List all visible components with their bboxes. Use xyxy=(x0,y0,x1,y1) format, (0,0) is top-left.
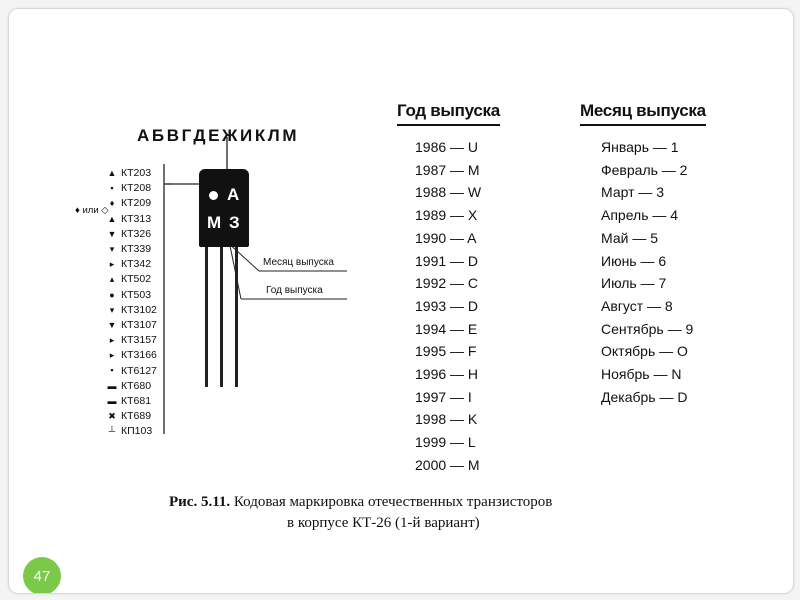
code-letters: АБВГДЕЖИКЛМ xyxy=(137,126,300,145)
type-mark-symbol: ▬ xyxy=(107,395,117,406)
type-mark-symbol: ▸ xyxy=(109,259,115,270)
month-item: Июнь — 6 xyxy=(601,252,667,269)
month-header xyxy=(580,101,706,121)
transistor-type-item: КТ339 xyxy=(121,243,152,256)
marking-row1: А xyxy=(227,185,240,204)
month-list xyxy=(601,136,693,408)
month-item: Декабрь — D xyxy=(601,388,688,405)
transistor-type-item: КТ502 xyxy=(121,273,152,286)
year-item: 1991 — D xyxy=(415,252,479,269)
type-mark-symbol: ▼ xyxy=(107,319,117,330)
or-label: ♦ или ◇ xyxy=(75,205,109,216)
month-item: Март — 3 xyxy=(601,184,665,201)
transistor-type-item: КТ203 xyxy=(121,167,152,179)
year-item: 1997 — I xyxy=(415,388,472,405)
year-item: 1996 — H xyxy=(415,366,479,383)
type-mark-symbol: ▬ xyxy=(107,380,117,391)
slide xyxy=(8,8,794,594)
transistor-type-list xyxy=(121,166,157,440)
year-item: 1990 — A xyxy=(415,229,477,246)
type-mark-symbol: ▪ xyxy=(110,365,114,376)
type-mark-symbol: ▸ xyxy=(109,335,115,346)
year-header xyxy=(397,101,500,121)
transistor-type-item: КТ689 xyxy=(121,410,152,423)
transistor-type-item: КТ3102 xyxy=(121,303,157,316)
month-item: Апрель — 4 xyxy=(601,207,679,224)
figure-caption xyxy=(169,492,639,534)
year-item: 2000 — M xyxy=(415,456,480,473)
year-list xyxy=(415,136,481,477)
year-item: 1992 — C xyxy=(415,275,479,292)
month-item: Май — 5 xyxy=(601,229,658,246)
transistor-type-item: КТ3166 xyxy=(121,349,157,362)
marking-year: З xyxy=(229,213,240,232)
dot-mark xyxy=(209,191,218,200)
transistor-type-item: КТ681 xyxy=(121,395,152,408)
annotation-month: Месяц выпуска xyxy=(263,257,334,268)
year-item: 1995 — F xyxy=(415,343,477,360)
transistor-type-item: КТ342 xyxy=(121,258,152,271)
year-item: 1987 — M xyxy=(415,161,480,178)
month-item: Январь — 1 xyxy=(601,139,679,155)
type-mark-symbol: ▼ xyxy=(107,228,117,239)
type-mark-symbol: ▲ xyxy=(107,213,117,224)
year-item: 1988 — W xyxy=(415,184,482,201)
transistor-leg-1 xyxy=(205,247,208,387)
transistor-type-item: КТ313 xyxy=(121,212,152,225)
transistor-type-item: КТ6127 xyxy=(121,364,157,377)
year-header-text: Год выпуска xyxy=(397,101,500,120)
transistor-type-item: КТ326 xyxy=(121,227,152,240)
month-header-text: Месяц выпуска xyxy=(580,101,706,120)
transistor-type-item: КТ209 xyxy=(121,197,152,210)
type-mark-symbol: ▴ xyxy=(109,274,115,285)
month-item: Август — 8 xyxy=(601,297,673,314)
transistor-type-item: КТ3157 xyxy=(121,334,157,347)
type-mark-symbol: ┴ xyxy=(108,426,116,437)
year-item: 1994 — E xyxy=(415,320,478,337)
caption-line2: в корпусе КТ-26 (1-й вариант) xyxy=(287,515,480,531)
month-item: Сентябрь — 9 xyxy=(601,320,694,337)
type-mark-symbol: ▸ xyxy=(109,350,115,361)
figure-label: Рис. 5.11. xyxy=(169,494,231,510)
year-item: 1993 — D xyxy=(415,297,479,314)
transistor-leg-3 xyxy=(235,247,238,387)
annotation-year: Год выпуска xyxy=(266,285,323,296)
type-mark-symbol: ▾ xyxy=(109,243,115,254)
month-item: Февраль — 2 xyxy=(601,161,688,178)
type-mark-symbol: ▪ xyxy=(110,183,114,194)
transistor-leg-2 xyxy=(220,247,223,387)
transistor-body xyxy=(199,169,249,247)
page-number-badge: 47 xyxy=(23,557,61,594)
month-item: Июль — 7 xyxy=(601,275,667,292)
type-mark-symbol: ▾ xyxy=(109,304,115,315)
type-mark-symbol: ✖ xyxy=(108,411,116,421)
year-item: 1999 — L xyxy=(415,434,476,451)
transistor-type-item: КП103 xyxy=(121,425,153,438)
year-item: 1986 — U xyxy=(415,139,479,155)
transistor-type-item: КТ208 xyxy=(121,182,152,195)
type-mark-symbol: ● xyxy=(109,289,115,300)
type-mark-symbol: ♦ xyxy=(109,198,115,209)
transistor-type-item: КТ3107 xyxy=(121,319,157,332)
type-mark-symbol: ▲ xyxy=(107,168,117,178)
transistor-type-item: КТ503 xyxy=(121,288,152,301)
year-item: 1998 — K xyxy=(415,411,478,428)
marking-month: М xyxy=(207,213,222,232)
transistor-type-item: КТ680 xyxy=(121,379,152,392)
month-item: Ноябрь — N xyxy=(601,366,682,383)
month-item: Октябрь — O xyxy=(601,343,688,360)
caption-line1: Кодовая маркировка отечественных транзисторов xyxy=(233,494,553,510)
year-item: 1989 — X xyxy=(415,207,478,224)
